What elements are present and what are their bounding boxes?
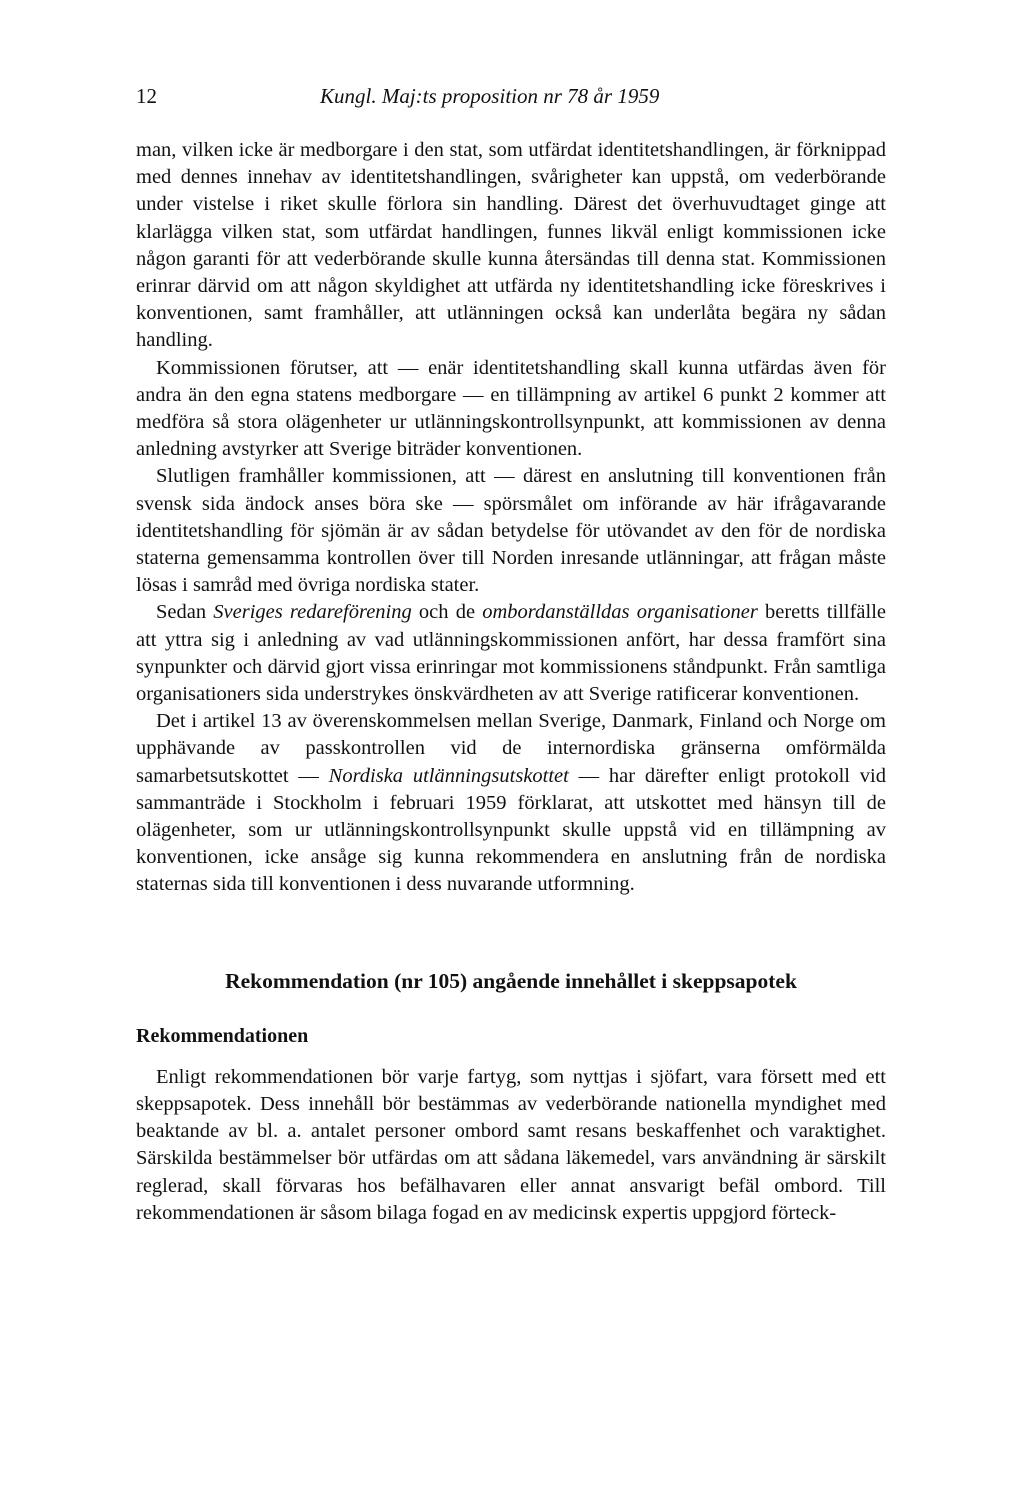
page-number: 12 bbox=[136, 84, 157, 108]
organization-name-redareforening: Sveriges redareförening bbox=[213, 601, 412, 624]
paragraph-5-text-a: Det i artikel 13 av överenskommelsen mellan Sverige, Danmark, Finland och Norge om upphävande av passkontrollen vid de internordiska gränserna omförmälda samarbetsutskottet — bbox=[136, 710, 886, 787]
paragraph-4-text-b: och de bbox=[411, 601, 483, 624]
paragraph-1-text: man, vilken icke är medborgare i den stat, som utfärdat identitetshandlingen, är förknippad med dennes innehav av identitetshandlingen, svårigheter kan uppstå, om vederbörande under vistelse i riket skulle förlora sin handling. Därest det överhuvudtaget ginge att klarlägga vilken stat, som utfärdat handlingen, funnes likväl enligt kommissionen icke någon garanti för att vederbörande skulle kunna återsändas till denna stat. Kommissionen erinrar därvid om att någon skyldighet att utfärda ny identitetshandling icke föreskrives i konventionen, samt framhåller, att utlänningen också kan underlåta begära ny sådan handling. bbox=[136, 139, 886, 352]
running-title: Kungl. Maj:ts proposition nr 78 år 1959 bbox=[320, 84, 660, 108]
paragraph-4-text-c: beretts tillfälle att yttra sig i anledning av vad utlänningskommissionen anfört, har dessa framfört sina synpunkter och därvid gjort vissa erinringar mot kommissionens ståndpunkt. Från samtliga organisationers sida understrykes önskvärdheten av att Sverige ratificerar konventionen. bbox=[136, 601, 886, 706]
document-page bbox=[136, 84, 886, 1227]
recommendation-paragraph: Enligt rekommendationen bör varje fartyg, som nyttjas i sjöfart, vara försett med ett skeppsapotek. Dess innehåll bör bestämmas av vederbörande nationella myndighet med beaktande av bl. a. antalet personer ombord samt resans beskaffenhet och varaktighet. Särskilda bestämmelser bör utfärdas om att sådana läkemedel, vars användning är särskilt reglerad, skall förvaras hos befälhavaren eller annat ansvarigt befäl ombord. Till rekommendationen är såsom bilaga fogad en av medicinsk expertis uppgjord förteck- bbox=[136, 1065, 886, 1224]
committee-name: Nordiska utlänningsutskottet bbox=[328, 764, 569, 787]
organization-name-ombordanstallda: ombordanställdas organisationer bbox=[482, 601, 758, 624]
paragraph-4-text-a: Sedan bbox=[156, 601, 214, 624]
paragraph-5-text-b: — har därefter enligt protokoll vid sammanträde i Stockholm i februari 1959 förklarat, att utskottet med hänsyn till de olägenheter, som ur utlänningskontrollsynpunkt skulle uppstå vid en tillämpning av konventionen, icke ansåge sig kunna rekommendera en anslutning från de nordiska staternas sida till konventionen i dess nuvarande utformning. bbox=[136, 764, 886, 896]
body-text bbox=[136, 137, 886, 899]
section-heading: Rekommendation (nr 105) angående innehållet i skeppsapotek bbox=[225, 968, 797, 993]
running-header bbox=[136, 84, 886, 116]
recommendation-text bbox=[136, 1064, 886, 1227]
paragraph-5 bbox=[136, 708, 886, 898]
paragraph-2 bbox=[136, 355, 886, 464]
section-subheading: Rekommendationen bbox=[136, 1024, 309, 1047]
paragraph-1 bbox=[136, 137, 886, 355]
paragraph-2-text: Kommissionen förutser, att — enär identitetshandling skall kunna utfärdas även för andra än den egna statens medborgare — en tillämpning av artikel 6 punkt 2 kommer att medföra så stora olägenheter ur utlänningskontrollsynpunkt, att kommissionen av denna anledning avstyrker att Sverige biträder konventionen. bbox=[136, 356, 886, 461]
paragraph-4 bbox=[136, 599, 886, 708]
paragraph-3 bbox=[136, 463, 886, 599]
paragraph-3-text: Slutligen framhåller kommissionen, att — därest en anslutning till konventionen från svensk sida ändock anses böra ske — spörsmålet om införande av här ifrågavarande identitetshandling för sjömän är av sådan betydelse för utövandet av den för de nordiska staterna gemensamma kontrollen över till Norden inresande utlänningar, att frågan måste lösas i samråd med övriga nordiska stater. bbox=[136, 465, 886, 597]
